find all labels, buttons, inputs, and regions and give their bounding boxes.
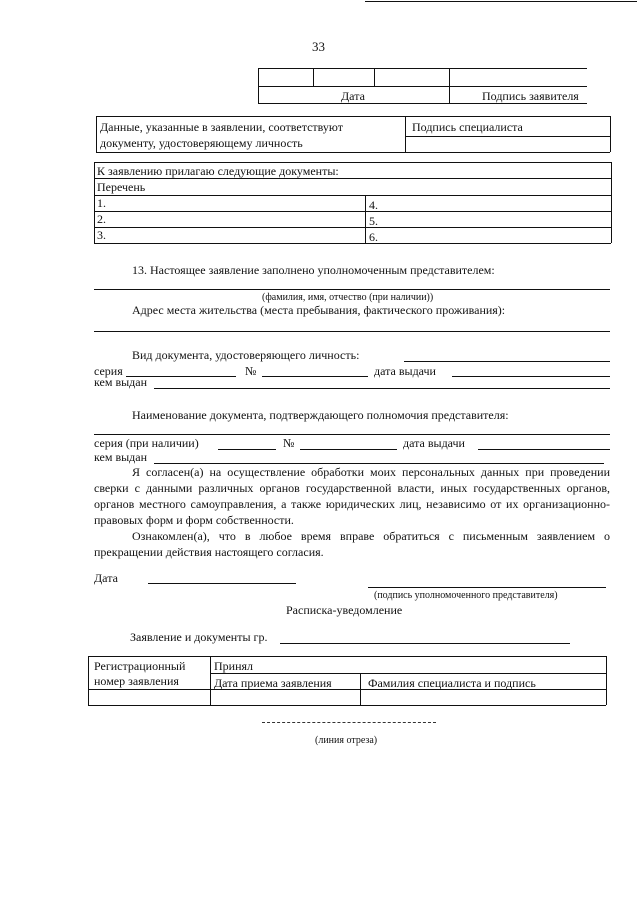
fio-line	[94, 289, 610, 290]
id-doc-label: Вид документа, удостоверяющего личность:	[132, 348, 360, 362]
issue-date-label: дата выдачи	[374, 364, 436, 378]
signature-line	[368, 587, 606, 588]
consent-paragraph-2: Ознакомлен(а), что в любое время вправе обратиться с письменным заявлением о прекращении действия настоящего согласия.	[94, 529, 610, 559]
signature-date-line	[148, 583, 296, 584]
attachment-item-6: 6.	[369, 230, 378, 244]
id-doc-line	[404, 361, 610, 362]
address-line	[94, 331, 610, 332]
issued-by-label: кем выдан	[94, 375, 148, 389]
series-optional-line	[218, 449, 276, 450]
attachment-item-2: 2.	[97, 212, 106, 226]
receipt-docs-line	[280, 643, 570, 644]
page-number: 33	[312, 39, 325, 54]
attachment-item-1: 1.	[97, 196, 106, 210]
reg-number-line2: номер заявления	[94, 674, 179, 688]
fio-caption: (фамилия, имя, отчество (при наличии))	[262, 292, 434, 303]
issue-date-line	[452, 376, 610, 377]
verification-text-line1: Данные, указанные в заявлении, соответствуют	[100, 120, 343, 134]
cut-line	[262, 722, 436, 723]
attachment-item-3: 3.	[97, 228, 106, 242]
specialist-name-label: Фамилия специалиста и подпись	[368, 676, 536, 690]
number-line-2	[300, 449, 397, 450]
issued-by-label-2: кем выдан	[94, 450, 148, 464]
issue-date-line-2	[478, 449, 610, 450]
accepted-label: Принял	[214, 659, 254, 673]
applicant-signature-label: Подпись заявителя	[482, 89, 579, 103]
consent-paragraph-1: Я согласен(а) на осуществление обработки моих персональных данных при проведении сверки с данными различных органов государственной власти, иных государственных органов, органов местного самоуправления, а также юридических лиц, независимо от их организационно-правовых форм и форм собственности.	[94, 465, 610, 527]
number-label-2: №	[283, 436, 295, 450]
number-line	[262, 376, 368, 377]
specialist-signature-label: Подпись специалиста	[412, 120, 523, 134]
authority-doc-label: Наименование документа, подтверждающего полномочия представителя:	[132, 408, 509, 422]
series-label: серия	[94, 364, 123, 378]
cut-line-label: (линия отреза)	[315, 735, 378, 746]
verification-text-line2: документу, удостоверяющему личность	[100, 136, 303, 150]
top-edge-line	[365, 1, 637, 2]
signature-date-label: Дата	[94, 571, 118, 585]
receipt-docs-label: Заявление и документы гр.	[130, 630, 268, 644]
attachments-list-label: Перечень	[97, 180, 146, 194]
series-optional-label: серия (при наличии)	[94, 436, 199, 450]
reg-number-line1: Регистрационный	[94, 659, 186, 673]
address-label: Адрес места жительства (места пребывания, фактического проживания):	[132, 303, 506, 317]
attachments-header: К заявлению прилагаю следующие документы:	[97, 164, 339, 178]
authority-doc-line	[94, 434, 610, 435]
issue-date-label-2: дата выдачи	[403, 436, 465, 450]
item-13-heading: 13. Настоящее заявление заполнено уполномоченным представителем:	[132, 263, 495, 277]
attachment-item-5: 5.	[369, 214, 378, 228]
signature-caption: (подпись уполномоченного представителя)	[374, 590, 558, 601]
number-label: №	[245, 364, 257, 378]
issued-by-line	[154, 388, 610, 389]
receipt-title: Расписка-уведомление	[286, 603, 403, 617]
attachment-item-4: 4.	[369, 198, 378, 212]
date-label: Дата	[341, 89, 365, 103]
accept-date-label: Дата приема заявления	[214, 676, 332, 690]
